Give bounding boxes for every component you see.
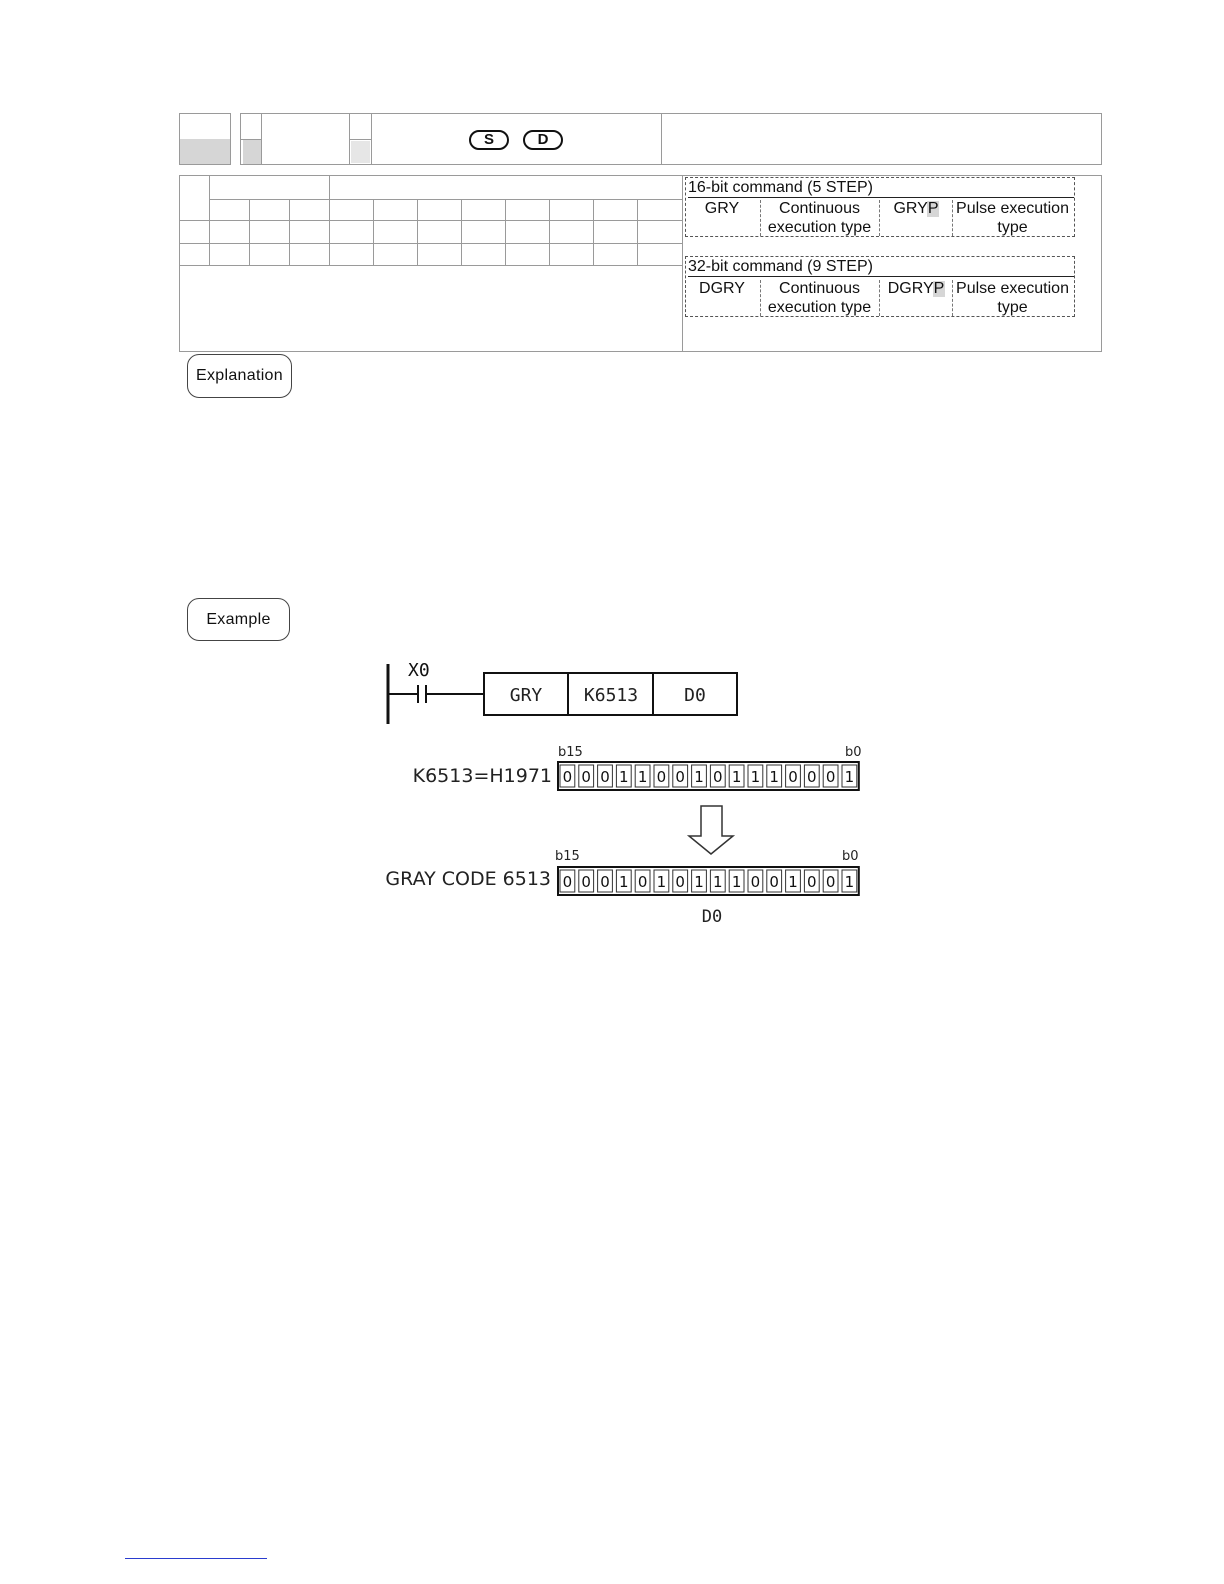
result-bit-value: 1 [844, 873, 855, 891]
cmd16-instr-p-type: Pulse execution type [956, 200, 1069, 236]
operand-s-badge: S [469, 130, 509, 150]
cmd32-instr-type: Continuous execution type [767, 280, 872, 316]
result-bit-value: 0 [750, 873, 761, 891]
ladder-contact-label: X0 [408, 660, 430, 681]
header-box-api [179, 113, 231, 165]
source-bit-value: 1 [637, 768, 648, 786]
source-bit-value: 0 [675, 768, 685, 786]
example-tag: Example [187, 598, 290, 641]
result-bit-value: 0 [600, 873, 610, 891]
source-bit-value: 0 [600, 768, 610, 786]
source-bit-value: 1 [769, 768, 779, 786]
result-bit-value: 1 [694, 873, 704, 891]
result-bit-value: 1 [713, 873, 723, 891]
header-d-shade [243, 139, 261, 164]
result-bit-value: 0 [769, 873, 779, 891]
cmd32-instr: DGRY [699, 280, 745, 297]
cmd32-instr-p: DGRYP [887, 280, 945, 297]
footer-rule [125, 1558, 267, 1559]
cmd16-instr: GRY [704, 200, 740, 217]
source-lsb-label: b0 [845, 745, 862, 760]
source-bit-value: 0 [581, 768, 591, 786]
source-bit-value: 0 [656, 768, 667, 786]
source-bit-value: 0 [807, 768, 817, 786]
operand-d-badge: D [523, 130, 563, 150]
result-reg-label: D0 [701, 907, 723, 927]
source-bit-value: 0 [825, 768, 836, 786]
source-msb-label: b15 [558, 745, 583, 760]
down-arrow-icon [689, 806, 733, 854]
result-bit-value: 0 [807, 873, 817, 891]
source-label: K6513=H1971 [412, 765, 552, 787]
ladder-instr: GRY [509, 685, 543, 706]
source-bit-value: 1 [844, 768, 855, 786]
result-bit-register [558, 867, 859, 895]
header-box-mnemonic [240, 113, 662, 165]
source-bit-value: 1 [694, 768, 704, 786]
source-bit-value: 0 [788, 768, 798, 786]
header-api-shade [180, 139, 230, 164]
result-bit-value: 1 [656, 873, 667, 891]
cmd32-title: 32-bit command (9 STEP) [688, 257, 1074, 277]
result-bit-value: 0 [637, 873, 648, 891]
result-bit-value: 1 [731, 873, 742, 891]
cmd16-title: 16-bit command (5 STEP) [688, 178, 1074, 198]
header-box-function [661, 113, 1102, 165]
result-lsb-label: b0 [842, 849, 859, 864]
result-bit-value: 1 [788, 873, 798, 891]
source-bit-register [558, 762, 859, 790]
result-msb-label: b15 [555, 849, 580, 864]
result-bit-value: 1 [619, 873, 629, 891]
cmd32-instr-p-type: Pulse execution type [956, 280, 1069, 316]
ladder-dst: D0 [684, 685, 706, 706]
source-bit-value: 1 [750, 768, 761, 786]
source-bit-value: 1 [731, 768, 742, 786]
result-label: GRAY CODE 6513 [385, 868, 551, 890]
cmd16-instr-p: GRYP [893, 200, 939, 217]
source-bit-value: 0 [713, 768, 723, 786]
result-bit-value: 0 [562, 873, 573, 891]
result-bit-value: 0 [675, 873, 685, 891]
result-bit-value: 0 [825, 873, 836, 891]
source-bit-value: 0 [562, 768, 573, 786]
source-bit-value: 1 [619, 768, 629, 786]
example-diagram [370, 650, 870, 935]
ladder-src: K6513 [583, 685, 639, 706]
result-bit-value: 0 [581, 873, 591, 891]
explanation-tag: Explanation [187, 354, 292, 398]
cmd16-instr-type: Continuous execution type [767, 200, 872, 236]
